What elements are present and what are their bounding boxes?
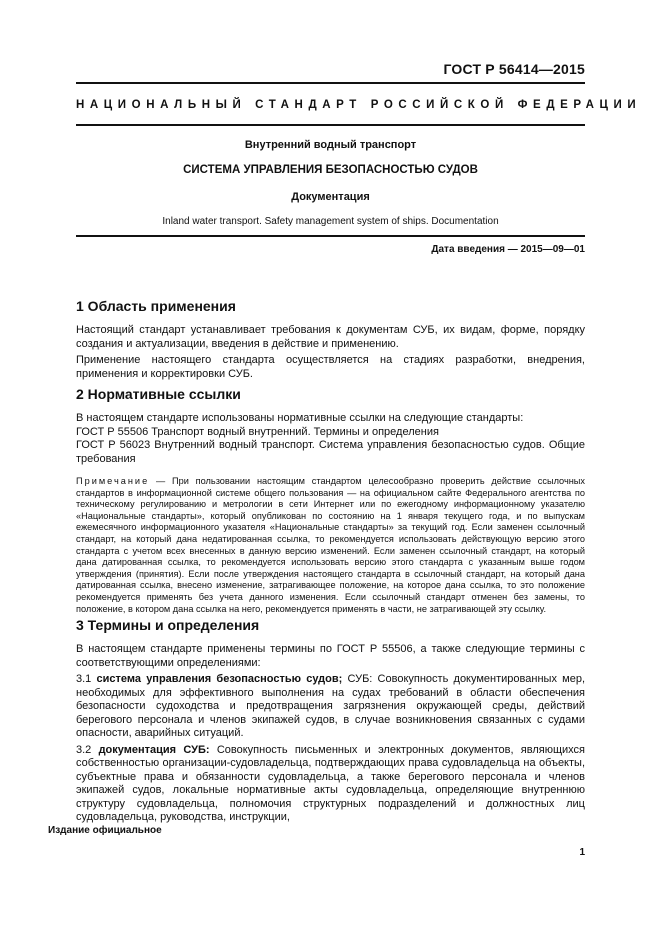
english-title: Inland water transport. Safety management system of ships. Documentation: [162, 216, 499, 227]
term-name: документация СУБ:: [98, 743, 210, 756]
document-body: [76, 296, 585, 828]
official-edition-label: Издание официальное: [48, 825, 162, 836]
document-type-title: Документация: [291, 191, 370, 203]
section-3-heading: 3 Термины и определения: [76, 617, 260, 634]
term-text: СУБ: Совокупность документированных мер, необходимых для эффективного выполнения на судах требований в области обеспечения безопасности судоходства и предотвращения загрязнения окружающей среды, действий берегового персонала и членов экипажей судов, в случае возникновения связанных с судами опасности, аварийных ситуаций.: [76, 673, 586, 740]
term-number: 3.2: [76, 743, 99, 756]
section-3-paragraph: В настоящем стандарте применены термины по ГОСТ Р 55506, а также следующие термины с соответствующими определениями:: [76, 643, 585, 669]
term-name: система управления безопасностью судов;: [96, 673, 343, 686]
introduction-date: Дата введения — 2015—09—01: [431, 244, 585, 255]
title-divider: [76, 235, 585, 237]
term-text: Совокупность письменных и электронных документов, являющихся собственностью организации-судовладельца, подтверждающих права судовладельца на объекты, субъектные права и обязанности судовладельца, а также берегового персонала и членов экипажей судов, локальные нормативные акты судовладельца, определяющие внутреннюю структуру судовладельца, полномочия структурных подразделений и должностных лиц судовладельца, руководства, инструкции,: [76, 743, 585, 824]
term-definition: [76, 673, 585, 741]
term-definition: [76, 744, 585, 825]
section-2-heading: 2 Нормативные ссылки: [76, 386, 241, 402]
section-1-paragraph: Применение настоящего стандарта осуществляется на стадиях разработки, внедрения, применения и корректировки СУБ.: [76, 354, 585, 380]
note-text: — При пользовании настоящим стандартом целесообразно проверить действие ссылочных стандартов в информационной системе общего пользования — на официальном сайте Федерального агентства по техническому регулированию и метрологии в сети Интернет или по ежегодному информационному указателю «Национальные стандарты», который опубликован по состоянию на 1 января текущего года, и по выпускам ежемесячного информационного указателя «Национальные стандарты» за текущий год. Если заменен ссылочный стандарт, на который дана недатированная ссылка, то рекомендуется использовать действующую версию этого стандарта с учетом всех внесенных в данную версию изменений. Если заменен ссылочный стандарт, на который дана датированная ссылка, то рекомендуется использовать версию этого стандарта с указанным выше годом утверждения (принятия). Если после утверждения настоящего стандарта в ссылочный стандарт, на который дана датированная ссылка, внесено изменение, затрагивающее положение, на которое дана ссылка, то это положение рекомендуется применять без учета данного изменения. Если ссылочный стандарт отменен без замены, то положение, в котором дана ссылка на него, рекомендуется применять в части, не затрагивающей эту ссылку.: [76, 476, 585, 614]
note-block: [76, 476, 585, 615]
section-1-paragraph: Настоящий стандарт устанавливает требования к документам СУБ, их видам, форме, порядку создания и актуализации, введения в действие и применению.: [76, 324, 585, 350]
reference-item: ГОСТ Р 56023 Внутренний водный транспорт. Система управления безопасностью судов. Общие требования: [76, 439, 585, 465]
page-number: 1: [579, 847, 585, 858]
top-divider: [76, 82, 585, 84]
document-main-title: СИСТЕМА УПРАВЛЕНИЯ БЕЗОПАСНОСТЬЮ СУДОВ: [183, 164, 478, 176]
section-1-heading: 1 Область применения: [76, 298, 236, 314]
banner-divider: [76, 124, 585, 126]
document-subtitle: Внутренний водный транспорт: [244, 139, 417, 151]
reference-item: ГОСТ Р 55506 Транспорт водный внутренний. Термины и определения: [76, 425, 439, 438]
section-2-paragraph: В настоящем стандарте использованы нормативные ссылки на следующие стандарты:: [76, 412, 524, 424]
national-standard-banner: НАЦИОНАЛЬНЫЙ СТАНДАРТ РОССИЙСКОЙ ФЕДЕРАЦИИ: [76, 99, 642, 111]
note-label: Примечание: [76, 476, 150, 486]
standard-number: ГОСТ Р 56414—2015: [443, 61, 585, 77]
term-number: 3.1: [76, 673, 97, 686]
